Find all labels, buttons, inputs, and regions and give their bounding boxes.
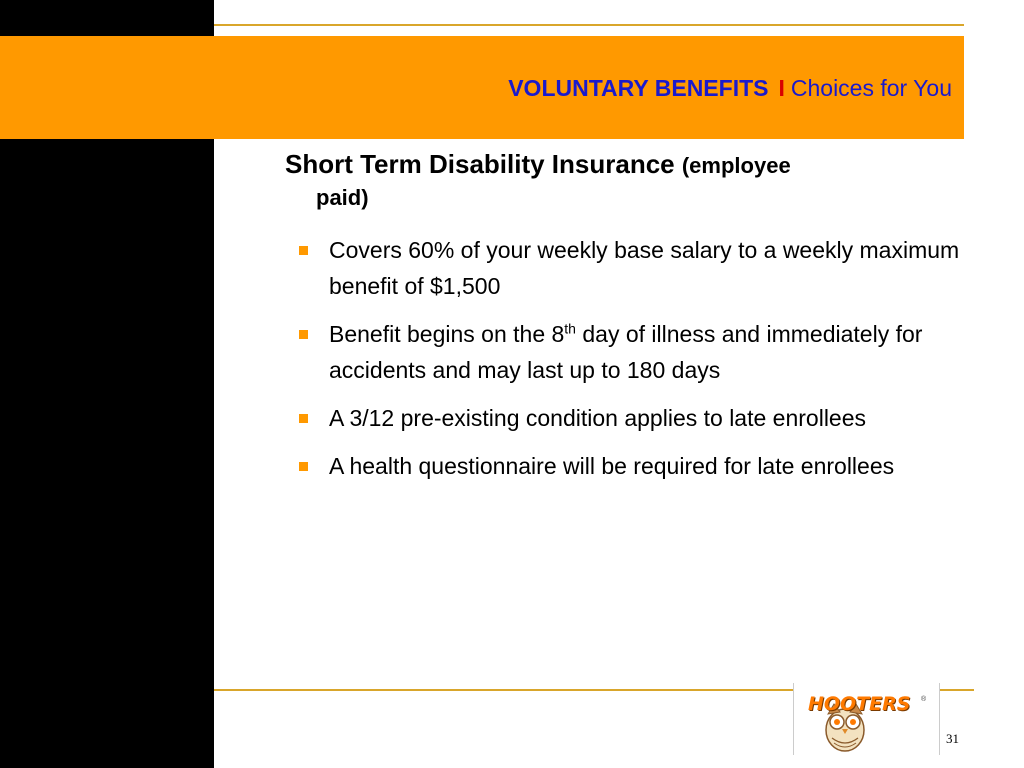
logo-wordmark: HOOTERS <box>808 693 911 715</box>
bullet-square-icon <box>299 462 308 471</box>
header-band <box>0 36 964 139</box>
bullet-square-icon <box>299 246 308 255</box>
bullet-item <box>296 448 986 484</box>
page-number: 31 <box>946 731 959 746</box>
bullet-text: A 3/12 pre-existing condition applies to late enrollees <box>329 405 867 431</box>
bullet-item <box>296 400 986 436</box>
title-light: Choices for You <box>790 75 952 101</box>
bullet-text-after: day of illness and immediately for accidents and may last up to 180 days <box>329 321 923 383</box>
section-heading <box>285 148 965 214</box>
bullet-square-icon <box>299 414 308 423</box>
title-separator: I <box>778 75 785 101</box>
bullet-list <box>296 232 986 496</box>
bullet-item <box>296 316 986 388</box>
bullet-superscript: th <box>564 320 576 337</box>
heading-main: Short Term Disability Insurance <box>285 149 675 179</box>
slide-title <box>508 74 952 102</box>
bullet-item <box>296 232 986 304</box>
top-divider-line <box>214 24 964 26</box>
heading-sub-line1: (employee <box>681 153 791 178</box>
title-strong: VOLUNTARY BENEFITS <box>508 75 769 101</box>
logo-registered-mark: ® <box>921 696 927 703</box>
bullet-text-before: Benefit begins on the 8 <box>329 321 565 347</box>
bullet-text: Covers 60% of your weekly base salary to a weekly maximum benefit of $1,500 <box>329 237 960 299</box>
heading-sub-line2: paid) <box>316 185 369 210</box>
bullet-square-icon <box>299 330 308 339</box>
bullet-text: A health questionnaire will be required for late enrollees <box>329 453 895 479</box>
